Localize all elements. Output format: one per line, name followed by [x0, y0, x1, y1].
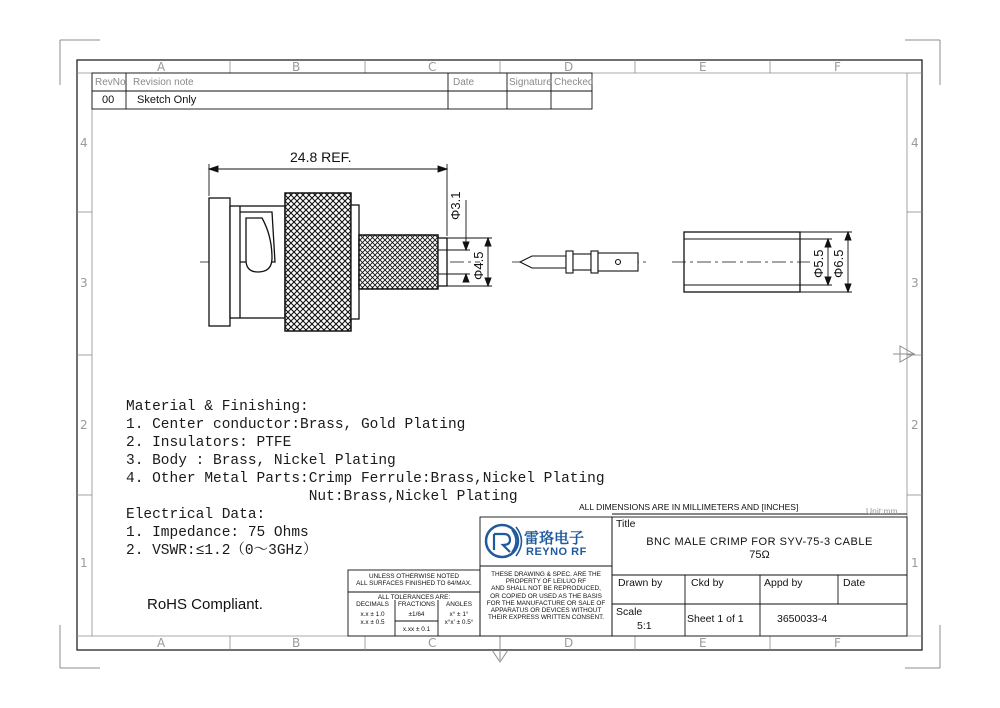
- proprietary-line: FOR THE MANUFACTURE OR SALE OF: [486, 599, 606, 607]
- tol-fraction: ±1/64: [408, 611, 425, 618]
- zone-row-4-right: 4: [911, 136, 919, 150]
- date-label: Date: [843, 577, 866, 589]
- tol-xxx: x.xx ± 0.1: [402, 626, 431, 633]
- electrical-heading: Electrical Data:: [126, 507, 266, 523]
- dimensions-note: ALL DIMENSIONS ARE IN MILLIMETERS AND [INCHES]: [579, 502, 799, 512]
- dim-label-ferrule-outer: Φ6.5: [831, 249, 846, 278]
- electrical-line: 2. VSWR:≤1.2（0～3GHz）: [126, 543, 318, 559]
- scale-value: 5:1: [637, 620, 652, 632]
- zone-col-b-bottom: B: [292, 636, 301, 650]
- part-number: 3650033-4: [777, 613, 828, 625]
- drawn-by-label: Drawn by: [618, 577, 663, 589]
- rev-header-note: Revision note: [133, 77, 194, 88]
- drawing-title-line1: BNC MALE CRIMP FOR SYV-75-3 CABLE: [646, 536, 873, 548]
- sheet-number: Sheet 1 of 1: [687, 613, 744, 625]
- rev-row-revno: 00: [102, 94, 115, 106]
- proprietary-line: APPARATUS OR DEVICES WITHOUT: [490, 607, 602, 615]
- zone-row-3-right: 3: [911, 276, 919, 290]
- material-line: 3. Body : Brass, Nickel Plating: [126, 453, 396, 469]
- tol-heading-decimals: DECIMALS: [356, 601, 389, 608]
- zone-col-f-bottom: F: [834, 636, 841, 650]
- tol-angle-2: x°x' ± 0.5°: [444, 619, 474, 626]
- ckd-by-label: Ckd by: [691, 577, 724, 589]
- tol-decimal-1: x.x ± 1.0: [360, 611, 385, 618]
- zone-col-f: F: [834, 60, 841, 74]
- zone-col-c: C: [428, 60, 437, 74]
- zone-bands: [77, 60, 922, 650]
- zone-col-e-bottom: E: [699, 636, 707, 650]
- center-contact-pin: [512, 251, 650, 273]
- zone-row-4: 4: [80, 136, 88, 150]
- bnc-connector-view: [200, 193, 480, 331]
- crimp-ferrule-view: [672, 232, 810, 292]
- material-line: Nut:Brass,Nickel Plating: [126, 489, 518, 505]
- tolerance-title: ALL TOLERANCES ARE:: [377, 594, 451, 601]
- dim-label-ferrule-inner: Φ5.5: [811, 249, 826, 278]
- electrical-line: 1. Impedance: 75 Ohms: [126, 525, 309, 541]
- proprietary-line: AND SHALL NOT BE REPRODUCED,: [491, 585, 601, 593]
- zone-col-d-bottom: D: [564, 636, 574, 650]
- zone-col-c-bottom: C: [428, 636, 437, 650]
- zone-row-2-right: 2: [911, 418, 919, 432]
- material-line: 1. Center conductor:Brass, Gold Plating: [126, 417, 466, 433]
- tolerance-header-line: UNLESS OTHERWISE NOTED: [368, 573, 460, 580]
- tol-angle-1: x° ± 1°: [449, 611, 469, 618]
- proprietary-line: THEIR EXPRESS WRITTEN CONSENT.: [487, 614, 605, 622]
- scale-label: Scale: [616, 606, 643, 618]
- zone-row-1-right: 1: [911, 556, 919, 570]
- unit-label: Unit:mm: [866, 506, 898, 516]
- dim-label-pin-dia: Φ3.1: [448, 191, 463, 220]
- tolerance-header-line: ALL SURFACES FINISHED TO 64/MAX.: [356, 580, 472, 588]
- rev-row-note: Sketch Only: [137, 94, 197, 106]
- inner-border: [77, 60, 922, 650]
- title-label: Title: [616, 518, 636, 530]
- drawing-title-line2: 75Ω: [749, 549, 770, 561]
- dim-label-overall-length: 24.8 REF.: [290, 149, 352, 165]
- logo-text-en: REYNO RF: [526, 546, 587, 558]
- appd-by-label: Appd by: [764, 577, 803, 589]
- zone-col-a-bottom: A: [157, 636, 166, 650]
- zone-row-3: 3: [80, 276, 88, 290]
- zone-col-b: B: [292, 60, 301, 74]
- proprietary-notice: [480, 571, 612, 621]
- zone-row-1: 1: [80, 556, 88, 570]
- tol-heading-angles: ANGLES: [446, 601, 472, 608]
- rev-header-date: Date: [453, 77, 475, 88]
- tol-decimal-2: x.x ± 0.5: [360, 619, 385, 626]
- proprietary-line: OR COPIED OR USED AS THE BASIS: [490, 592, 602, 600]
- logo-text-cn: 雷珞电子: [524, 529, 585, 547]
- proprietary-line: PROPERTY OF LEILUO RF: [505, 578, 587, 586]
- zone-col-e: E: [699, 60, 707, 74]
- rev-header-revno: RevNo: [95, 77, 126, 88]
- rev-header-signature: Signature: [509, 77, 552, 88]
- rohs-note: RoHS Compliant.: [147, 596, 263, 613]
- tol-heading-fractions: FRACTIONS: [398, 601, 435, 608]
- proprietary-line: THESE DRAWING & SPEC. ARE THE: [491, 571, 601, 578]
- zone-row-2: 2: [80, 418, 88, 432]
- material-line: 4. Other Metal Parts:Crimp Ferrule:Brass,Nickel Plating: [126, 471, 605, 487]
- material-heading: Material & Finishing:: [126, 399, 309, 415]
- material-line: 2. Insulators: PTFE: [126, 435, 292, 451]
- rev-header-checked: Checked: [554, 77, 594, 88]
- zone-col-a: A: [157, 60, 166, 74]
- zone-col-d: D: [564, 60, 574, 74]
- tolerance-header: [348, 573, 480, 587]
- dim-label-crimp-dia: Φ4.5: [471, 251, 486, 280]
